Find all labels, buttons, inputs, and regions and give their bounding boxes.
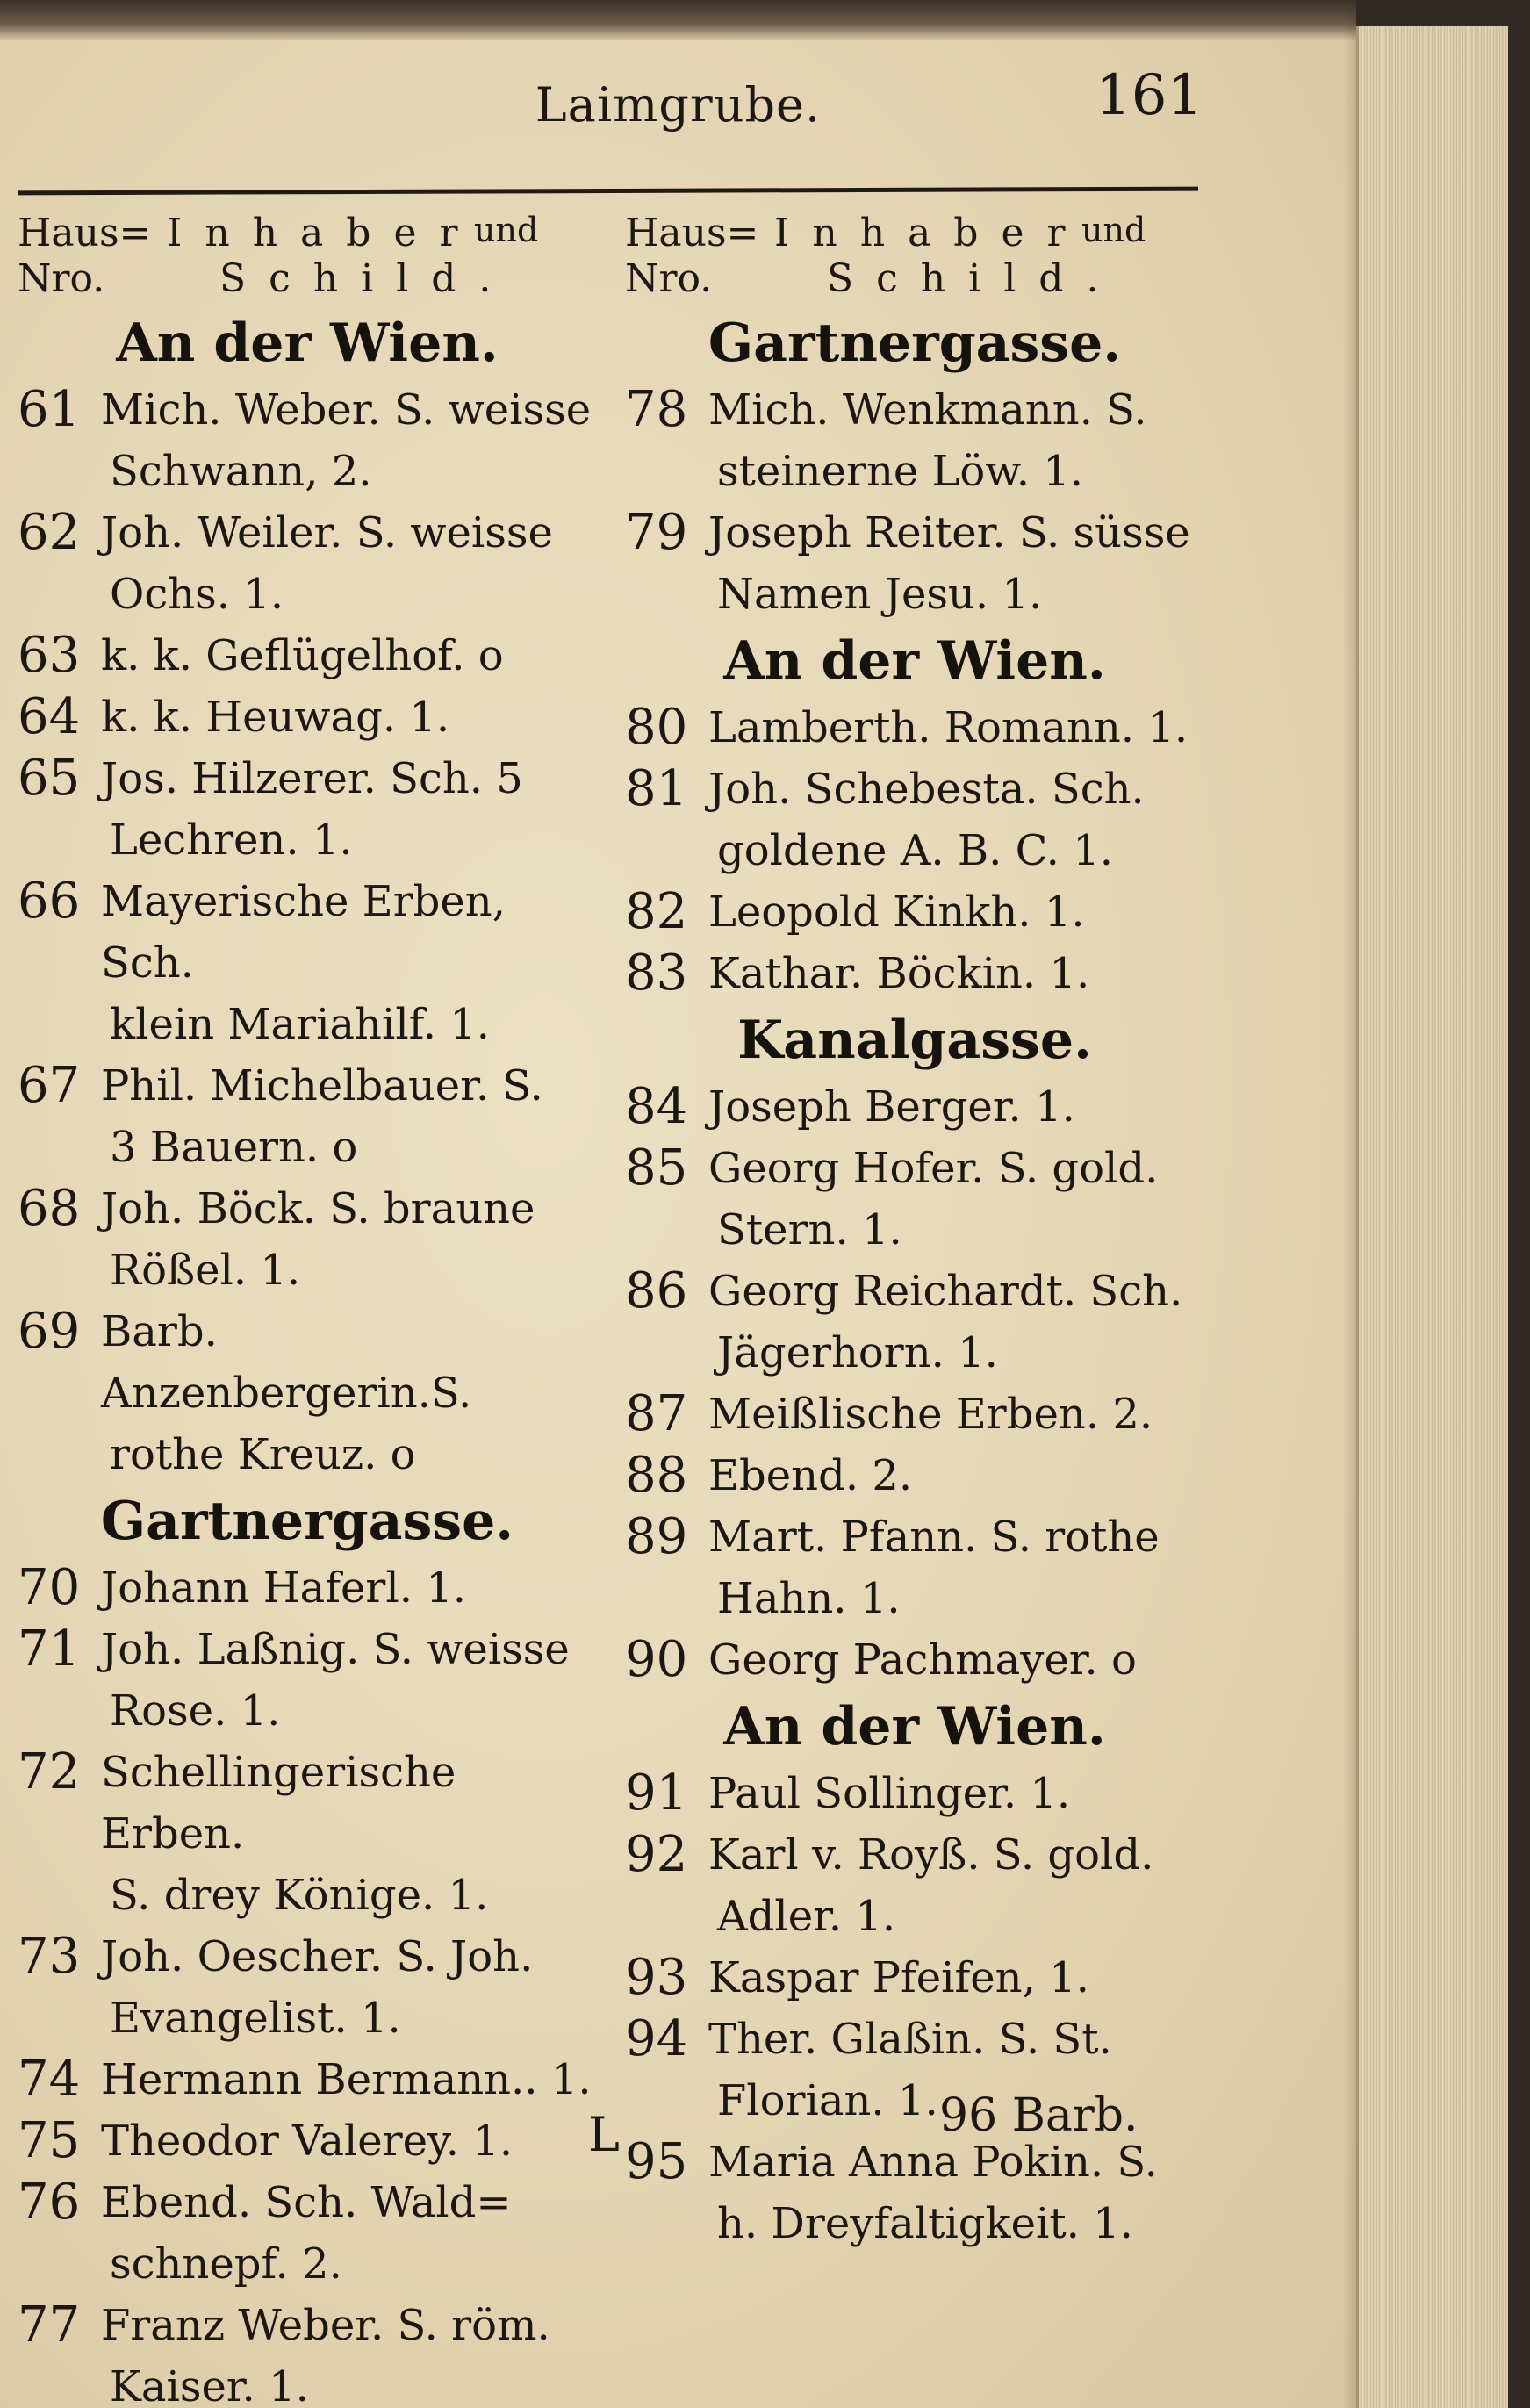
house-number: 90 bbox=[625, 1631, 688, 1688]
owner-and-sign bbox=[101, 748, 597, 871]
sign-label: Schild. bbox=[827, 256, 1122, 301]
owner-and-sign bbox=[708, 1445, 1204, 1506]
entry-line: Kaspar Pfeifen, 1. bbox=[708, 1953, 1089, 2002]
entry-continuation-line: Schwann, 2. bbox=[110, 447, 372, 496]
entry-line: Joh. Schebesta. Sch. bbox=[708, 765, 1145, 814]
house-number: 95 bbox=[625, 2133, 688, 2190]
house-label: Haus= bbox=[625, 211, 759, 255]
house-entry bbox=[18, 748, 597, 871]
and-label: und bbox=[474, 211, 539, 249]
entry-line: Georg Reichardt. Sch. bbox=[708, 1267, 1183, 1316]
owner-and-sign bbox=[708, 1824, 1204, 1947]
owner-and-sign bbox=[101, 871, 597, 1055]
entry-continuation-line: S. drey Könige. 1. bbox=[110, 1871, 489, 1920]
entry-continuation-line: klein Mariahilf. 1. bbox=[110, 1000, 491, 1049]
entry-continuation-line: Hahn. 1. bbox=[717, 1574, 901, 1623]
entry-line: Jos. Hilzerer. Sch. 5 bbox=[101, 754, 523, 803]
and-label: und bbox=[1081, 211, 1146, 249]
running-title: Laimgrube. bbox=[535, 77, 822, 133]
house-number: 82 bbox=[625, 883, 688, 940]
entry-line: Leopold Kinkh. 1. bbox=[708, 888, 1085, 937]
owner-and-sign bbox=[708, 1763, 1204, 1824]
house-number: 71 bbox=[18, 1621, 81, 1678]
entry-line: Karl v. Royß. S. gold. bbox=[708, 1830, 1154, 1880]
owner-and-sign bbox=[708, 1629, 1204, 1691]
house-entry bbox=[625, 2131, 1204, 2254]
street-heading: Gartnergasse. bbox=[708, 313, 1122, 374]
house-number: 94 bbox=[625, 2010, 688, 2067]
house-number: 67 bbox=[18, 1057, 81, 1114]
house-number: 83 bbox=[625, 945, 688, 1002]
right-column bbox=[625, 211, 1204, 2254]
house-number: 74 bbox=[18, 2051, 81, 2108]
entry-line: Georg Pachmayer. o bbox=[708, 1635, 1137, 1685]
owner-and-sign bbox=[708, 502, 1204, 625]
page-top-edge bbox=[0, 0, 1356, 40]
entry-line: Joh. Weiler. S. weisse bbox=[101, 508, 553, 557]
house-entry bbox=[625, 1763, 1204, 1824]
entry-continuation-line: steinerne Löw. 1. bbox=[717, 447, 1083, 496]
house-number: 65 bbox=[18, 750, 81, 807]
street-heading: An der Wien. bbox=[116, 313, 499, 374]
house-number: 80 bbox=[625, 699, 688, 756]
house-number: 93 bbox=[625, 1949, 688, 2006]
owner-and-sign bbox=[708, 1076, 1204, 1138]
house-entry bbox=[18, 2110, 597, 2172]
entry-continuation-line: Stern. 1. bbox=[717, 1205, 902, 1254]
owner-and-sign bbox=[101, 2110, 597, 2172]
house-number: 62 bbox=[18, 504, 81, 561]
entry-continuation-line: Jägerhorn. 1. bbox=[717, 1328, 998, 1377]
entry-line: Joh. Böck. S. braune bbox=[101, 1184, 535, 1233]
entry-line: Franz Weber. S. röm. bbox=[101, 2301, 550, 2350]
house-number: 69 bbox=[18, 1303, 81, 1360]
entry-continuation-line: goldene A. B. C. 1. bbox=[717, 826, 1113, 875]
house-entry bbox=[625, 697, 1204, 758]
book-fore-edge bbox=[1356, 26, 1508, 2408]
house-number: 91 bbox=[625, 1765, 688, 1822]
owner-and-sign bbox=[101, 1178, 597, 1301]
entry-continuation-line: Rose. 1. bbox=[110, 1686, 281, 1736]
house-entry bbox=[625, 1076, 1204, 1138]
street-heading: An der Wien. bbox=[723, 630, 1106, 692]
entry-line: Joseph Reiter. S. süsse bbox=[708, 508, 1190, 557]
entry-continuation-line: 3 Bauern. o bbox=[110, 1123, 358, 1172]
entry-line: Ebend. 2. bbox=[708, 1451, 913, 1500]
entry-line: Schellingerische Erben. bbox=[101, 1748, 456, 1858]
owner-and-sign bbox=[101, 502, 597, 625]
entry-line: Georg Hofer. S. gold. bbox=[708, 1144, 1159, 1193]
entry-line: Johann Haferl. 1. bbox=[101, 1563, 467, 1613]
house-entry bbox=[18, 2295, 597, 2408]
owner-and-sign bbox=[101, 379, 597, 502]
house-number: 86 bbox=[625, 1262, 688, 1319]
entry-continuation-line: Ochs. 1. bbox=[110, 570, 284, 619]
house-entry bbox=[625, 1138, 1204, 1261]
house-entry bbox=[18, 2049, 597, 2110]
house-label: Haus= bbox=[18, 211, 152, 255]
entry-line: Ebend. Sch. Wald= bbox=[101, 2178, 512, 2227]
owner-and-sign bbox=[708, 379, 1204, 502]
entry-continuation-line: Lechren. 1. bbox=[110, 816, 353, 865]
entry-line: k. k. Geflügelhof. o bbox=[101, 631, 504, 680]
page-shadow bbox=[1343, 0, 1356, 2408]
house-entry bbox=[625, 502, 1204, 625]
house-number: 77 bbox=[18, 2297, 81, 2354]
house-entry bbox=[625, 1261, 1204, 1384]
entry-line: Mich. Weber. S. weisse bbox=[101, 385, 592, 435]
house-number: 81 bbox=[625, 760, 688, 817]
street-heading: Kanalgasse. bbox=[737, 1010, 1092, 1071]
owner-and-sign bbox=[101, 1619, 597, 1742]
house-entry bbox=[625, 943, 1204, 1004]
house-entry bbox=[18, 625, 597, 686]
house-entry bbox=[625, 1384, 1204, 1445]
owner-and-sign bbox=[708, 758, 1204, 881]
owner-and-sign bbox=[101, 2295, 597, 2408]
house-number: 70 bbox=[18, 1559, 81, 1616]
house-entry bbox=[18, 2172, 597, 2295]
owner-and-sign bbox=[708, 697, 1204, 758]
house-entry bbox=[625, 881, 1204, 943]
number-label: Nro. bbox=[18, 256, 105, 301]
owner-and-sign bbox=[101, 1557, 597, 1619]
owner-and-sign bbox=[708, 1138, 1204, 1261]
entry-line: Barb. Anzenbergerin.S. bbox=[101, 1307, 472, 1418]
house-entry bbox=[18, 1926, 597, 2049]
house-entry bbox=[625, 379, 1204, 502]
house-number: 61 bbox=[18, 381, 81, 438]
header-rule bbox=[18, 187, 1198, 196]
entry-continuation-line: Kaiser. 1. bbox=[110, 2362, 309, 2408]
house-number: 85 bbox=[625, 1139, 688, 1197]
house-entry bbox=[625, 1824, 1204, 1947]
entry-continuation-line: Rößel. 1. bbox=[110, 1246, 301, 1295]
entry-line: Mart. Pfann. S. rothe bbox=[708, 1513, 1160, 1562]
street-heading: An der Wien. bbox=[723, 1696, 1106, 1757]
owner-and-sign bbox=[708, 943, 1204, 1004]
house-number: 79 bbox=[625, 504, 688, 561]
owner-and-sign bbox=[708, 2131, 1204, 2254]
house-number: 68 bbox=[18, 1180, 81, 1237]
owner-label: Inhaber bbox=[167, 211, 481, 255]
owner-and-sign bbox=[708, 1384, 1204, 1445]
catchword: 96 Barb. bbox=[939, 2089, 1139, 2142]
owner-and-sign bbox=[708, 1947, 1204, 2009]
owner-and-sign bbox=[101, 1926, 597, 2049]
sign-label: Schild. bbox=[219, 256, 514, 301]
owner-and-sign bbox=[101, 1301, 597, 1485]
owner-and-sign bbox=[101, 1055, 597, 1178]
house-entry bbox=[18, 1055, 597, 1178]
house-entry bbox=[18, 379, 597, 502]
entry-line: Kathar. Böckin. 1. bbox=[708, 949, 1090, 998]
owner-and-sign bbox=[708, 881, 1204, 943]
house-number: 63 bbox=[18, 627, 81, 684]
entry-line: Joh. Laßnig. S. weisse bbox=[101, 1625, 570, 1674]
entry-line: Meißlische Erben. 2. bbox=[708, 1390, 1153, 1439]
entry-line: Mich. Wenkmann. S. bbox=[708, 385, 1147, 435]
page-number: 161 bbox=[1095, 63, 1203, 128]
owner-label: Inhaber bbox=[774, 211, 1088, 255]
house-entry bbox=[18, 502, 597, 625]
house-number: 75 bbox=[18, 2112, 81, 2169]
house-entry bbox=[18, 686, 597, 748]
signature-mark: L bbox=[588, 2107, 620, 2162]
entry-continuation-line: Adler. 1. bbox=[717, 1892, 896, 1941]
entry-line: Joh. Oescher. S. Joh. bbox=[101, 1932, 534, 1981]
entry-line: k. k. Heuwag. 1. bbox=[101, 693, 450, 742]
house-entry bbox=[18, 1557, 597, 1619]
number-label: Nro. bbox=[625, 256, 713, 301]
house-number: 84 bbox=[625, 1078, 688, 1135]
house-entry bbox=[18, 1619, 597, 1742]
entry-line: Maria Anna Pokin. S. bbox=[708, 2138, 1158, 2187]
house-number: 72 bbox=[18, 1743, 81, 1801]
house-entry bbox=[18, 871, 597, 1055]
entry-continuation-line: Namen Jesu. 1. bbox=[717, 570, 1043, 619]
entry-continuation-line: rothe Kreuz. o bbox=[110, 1430, 416, 1479]
house-entry bbox=[625, 1506, 1204, 1629]
right-entry-list bbox=[625, 307, 1204, 2254]
house-entry bbox=[18, 1178, 597, 1301]
house-entry bbox=[625, 1445, 1204, 1506]
owner-and-sign bbox=[708, 1506, 1204, 1629]
house-number: 92 bbox=[625, 1826, 688, 1883]
owner-and-sign bbox=[101, 2172, 597, 2295]
entry-continuation-line: h. Dreyfaltigkeit. 1. bbox=[717, 2199, 1133, 2248]
left-entry-list bbox=[18, 307, 597, 2408]
house-number: 78 bbox=[625, 381, 688, 438]
entry-continuation-line: Evangelist. 1. bbox=[110, 1994, 401, 2043]
entry-line: Ther. Glaßin. S. St. bbox=[708, 2015, 1112, 2064]
house-entry bbox=[18, 1301, 597, 1485]
entry-line: Lamberth. Romann. 1. bbox=[708, 703, 1189, 752]
house-number: 73 bbox=[18, 1928, 81, 1985]
house-number: 87 bbox=[625, 1385, 688, 1442]
house-number: 88 bbox=[625, 1447, 688, 1504]
column-header bbox=[625, 211, 1204, 307]
house-entry bbox=[625, 1947, 1204, 2009]
house-entry bbox=[18, 1742, 597, 1926]
owner-and-sign bbox=[101, 686, 597, 748]
entry-continuation-line: schnepf. 2. bbox=[110, 2239, 342, 2289]
house-number: 89 bbox=[625, 1508, 688, 1565]
entry-line: Phil. Michelbauer. S. bbox=[101, 1061, 543, 1111]
entry-line: Mayerische Erben, Sch. bbox=[101, 877, 506, 988]
entry-line: Hermann Bermann.. 1. bbox=[101, 2055, 592, 2104]
owner-and-sign bbox=[101, 1742, 597, 1926]
house-number: 66 bbox=[18, 873, 81, 930]
house-entry bbox=[625, 1629, 1204, 1691]
owner-and-sign bbox=[101, 2049, 597, 2110]
house-number: 76 bbox=[18, 2174, 81, 2231]
owner-and-sign bbox=[708, 1261, 1204, 1384]
entry-line: Theodor Valerey. 1. bbox=[101, 2117, 514, 2166]
street-heading: Gartnergasse. bbox=[100, 1491, 514, 1552]
entry-continuation-line: Florian. 1. bbox=[717, 2076, 938, 2125]
house-number: 64 bbox=[18, 688, 81, 745]
column-header bbox=[18, 211, 597, 307]
owner-and-sign bbox=[101, 625, 597, 686]
entry-line: Paul Sollinger. 1. bbox=[708, 1769, 1071, 1818]
house-entry bbox=[625, 758, 1204, 881]
entry-line: Joseph Berger. 1. bbox=[708, 1082, 1075, 1132]
left-column bbox=[18, 211, 597, 2408]
